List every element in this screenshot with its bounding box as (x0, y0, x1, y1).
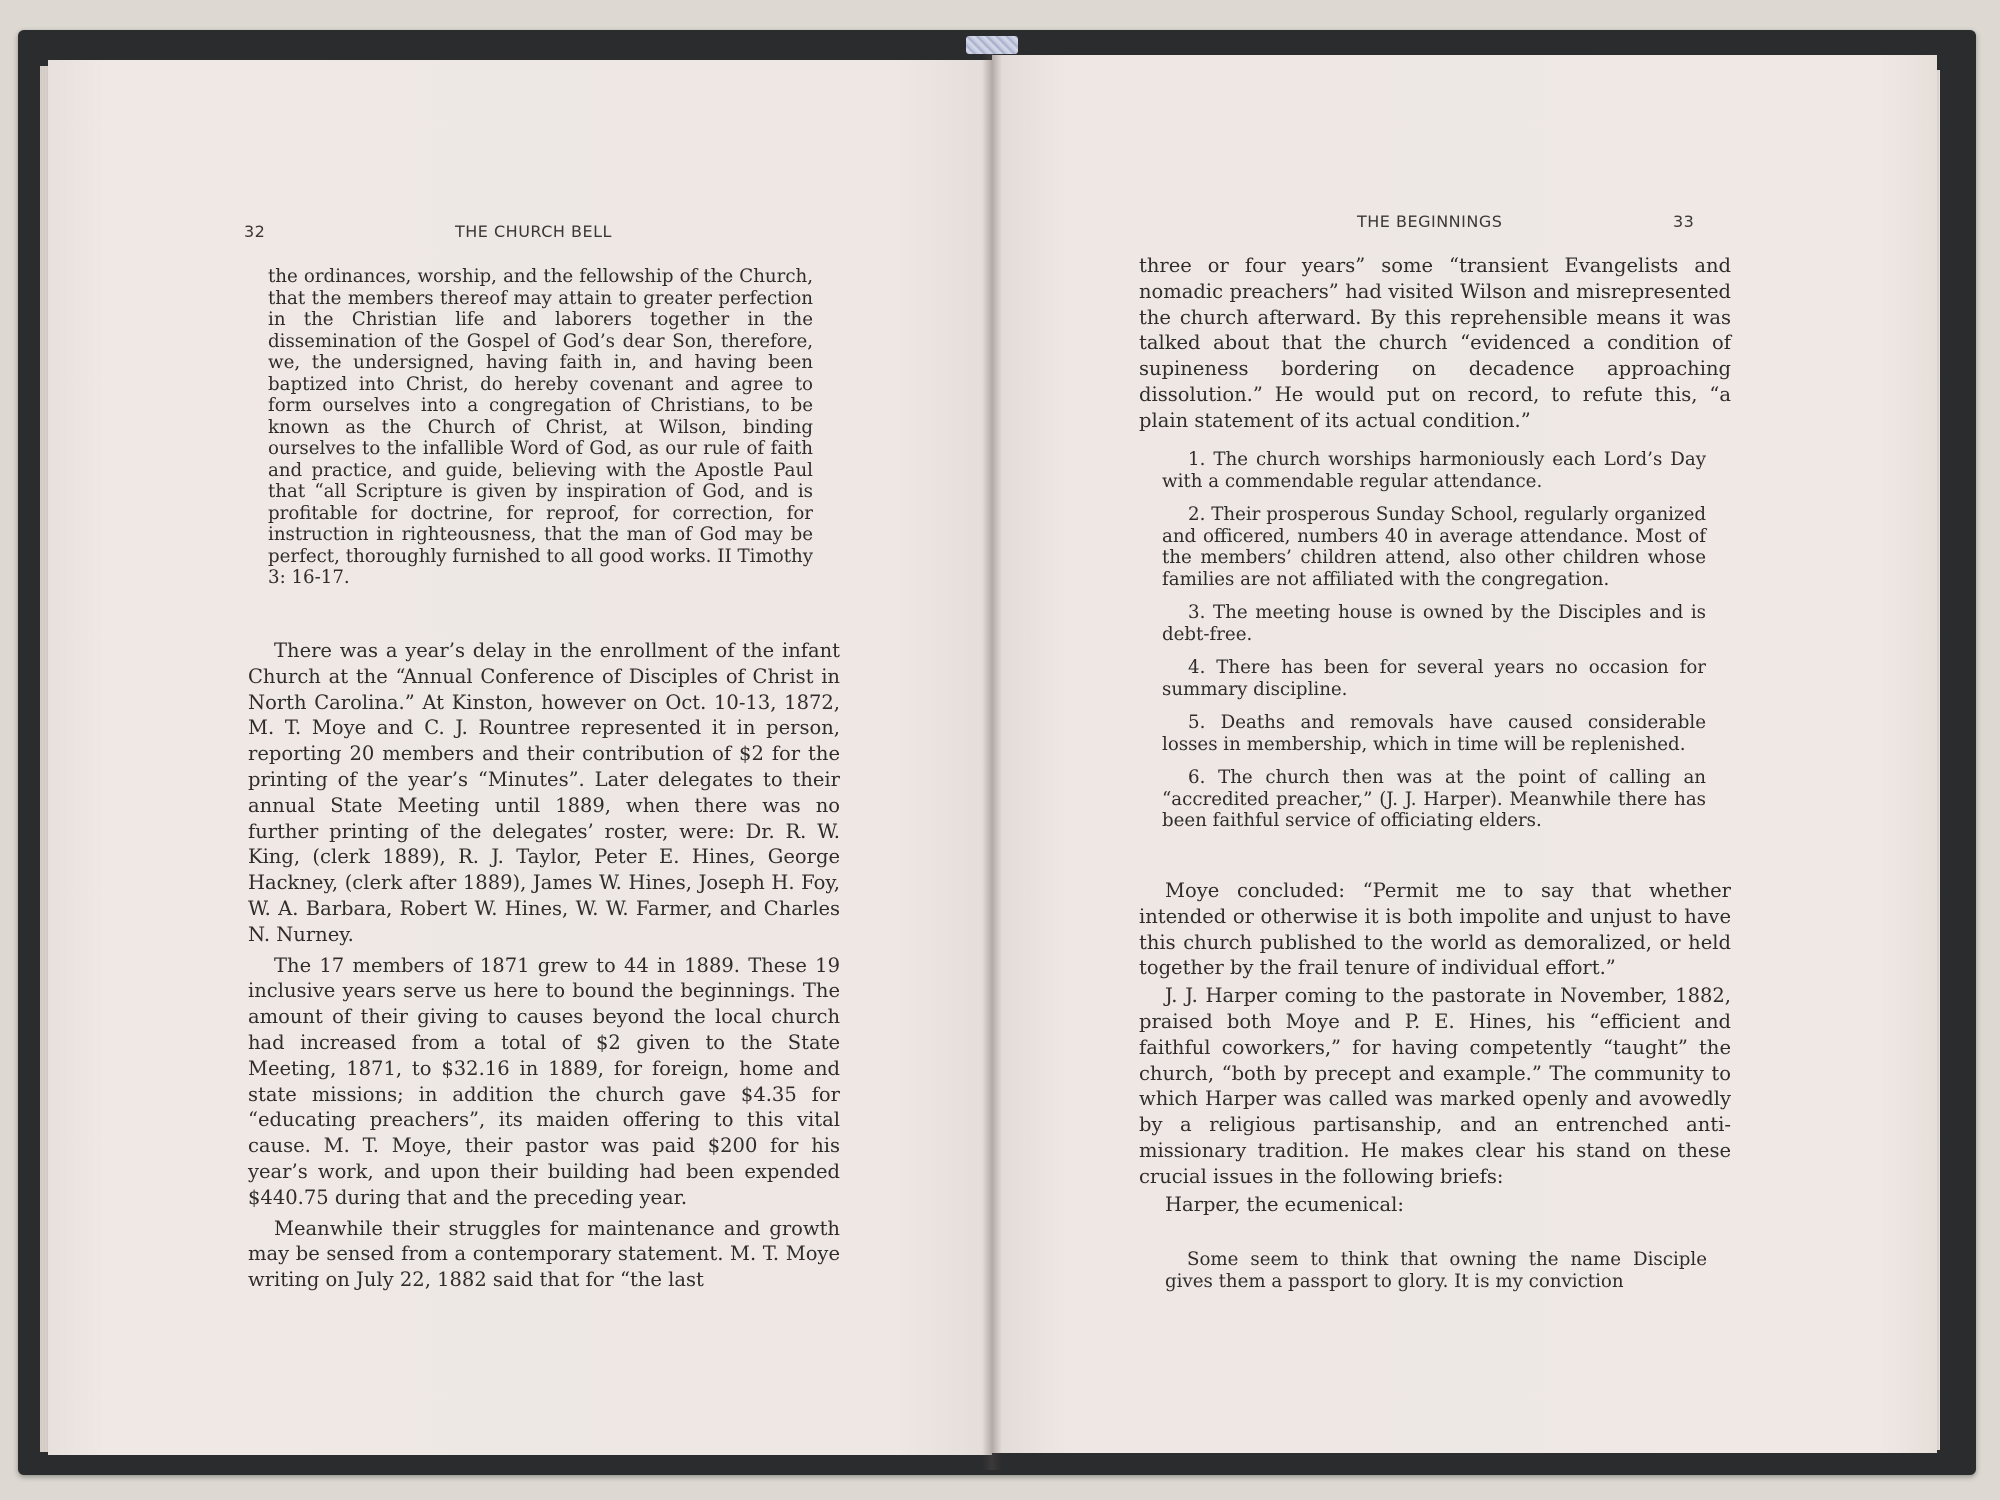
condition-item-3: 3. The meeting house is owned by the Disciples and is debt-free. (1162, 602, 1706, 645)
quote-paragraph (1165, 1249, 1707, 1292)
left-paragraph-1: There was a year’s delay in the enrollment of the infant Church at the “Annual Conference of Disciples of Christ in North Carolina.” At Kinston, however on Oct. 10-13, 1872, M. T. Moye and C. J. Rountree represented it in person, reporting 20 members and their contribution of $2 for the printing of the year’s “Minutes”. Later delegates to their annual State Meeting until 1889, when there was no further printing of the delegates’ roster, were: Dr. R. W. King, (clerk 1889), R. J. Taylor, Peter E. Hines, George Hackney, (clerk after 1889), James W. Hines, Joseph H. Foy, W. A. Barbara, Robert W. Hines, W. W. Farmer, and Charles N. Nurney. (248, 639, 840, 946)
left-paragraph-2: The 17 members of 1871 grew to 44 in 1889. These 19 inclusive years serve us here to bound the beginnings. The amount of their giving to causes beyond the local church had increased from a total of $2 given to the State Meeting, 1871, to $32.16 in 1889, for foreign, home and state missions; in addition the church gave $4.35 for “educating preachers”, its maiden offering to this vital cause. M. T. Moye, their pastor was paid $200 for his year’s work, and upon their building had been expended $440.75 during that and the preceding year. (248, 953, 840, 1209)
right-running-head: THE BEGINNINGS (1357, 212, 1503, 231)
left-paragraph-3: Meanwhile their struggles for maintenance and growth may be sensed from a contemporary statement. M. T. Moye writing on July 22, 1882 said that for “the last (248, 1216, 840, 1292)
condition-item-6: 6. The church then was at the point of calling an “accredited preacher,” (J. J. Harper). Meanwhile there has been faithful service of officiating elders. (1162, 767, 1706, 831)
right-paragraph-3: J. J. Harper coming to the pastorate in November, 1882, praised both Moye and P. E. Hines, his “efficient and faithful coworkers,” for having competently “taught” the church, “both by precept and example.” The community to which Harper was called was marked openly and avowedly by a religious partisanship, and an entrenched anti-missionary tradition. He makes clear his stand on these crucial issues in the following briefs: (1139, 984, 1731, 1188)
right-paragraph-4: Harper, the ecumenical: (1165, 1192, 1404, 1216)
condition-item-2: 2. Their prosperous Sunday School, regularly organized and officered, numbers 40 in average attendance. Most of the members’ children attend, also other children whose families are not affiliated with the congregation. (1162, 504, 1706, 590)
left-running-head: THE CHURCH BELL (455, 222, 612, 241)
bookmark-ribbon (966, 36, 1018, 54)
covenant-paragraph: the ordinances, worship, and the fellowship of the Church, that the members thereof may attain to greater perfection in the Christian life and laborers together in the dissemination of the Gospel of God’s dear Son, therefore, we, the undersigned, having faith in, and having been baptized into Christ, do hereby covenant and agree to form ourselves into a congregation of Christians, to be known as the Church of Christ, at Wilson, binding ourselves to the infallible Word of God, as our rule of faith and practice, and guide, believing with the Apostle Paul that “all Scripture is given by inspiration of God, and is profitable for doctrine, for reproof, for correction, for instruction in righteousness, that the man of God may be perfect, thoroughly furnished to all good works. II Timothy 3: 16-17. (268, 266, 813, 588)
condition-item-5: 5. Deaths and removals have caused considerable losses in membership, which in time will be replenished. (1162, 712, 1706, 755)
condition-item-4: 4. There has been for several years no occasion for summary discipline. (1162, 657, 1706, 700)
left-body (248, 638, 840, 1293)
left-page-number: 32 (244, 222, 266, 241)
right-page-number: 33 (1673, 212, 1695, 231)
right-paragraph-1: three or four years” some “transient Evangelists and nomadic preachers” had visited Wilson and misrepresented the church afterward. By this reprehensible means it was talked about that the church “evidenced a condition of supineness bordering on decadence approaching dissolution.” He would put on record, to refute this, “a plain statement of its actual condition.” (1139, 254, 1731, 432)
right-paragraph-2: Moye concluded: “Permit me to say that whether intended or otherwise it is both impolite and unjust to have this church published to the world as demoralized, or held together by the frail tenure of individual effort.” (1139, 879, 1731, 980)
quote-text: Some seem to think that owning the name Disciple gives them a passport to glory. It is my conviction (1165, 1249, 1707, 1292)
condition-item-1: 1. The church worships harmoniously each Lord’s Day with a commendable regular attendance. (1162, 449, 1706, 492)
right-body (1139, 878, 1731, 1217)
condition-list (1162, 449, 1706, 832)
book-gutter (982, 40, 1002, 1470)
